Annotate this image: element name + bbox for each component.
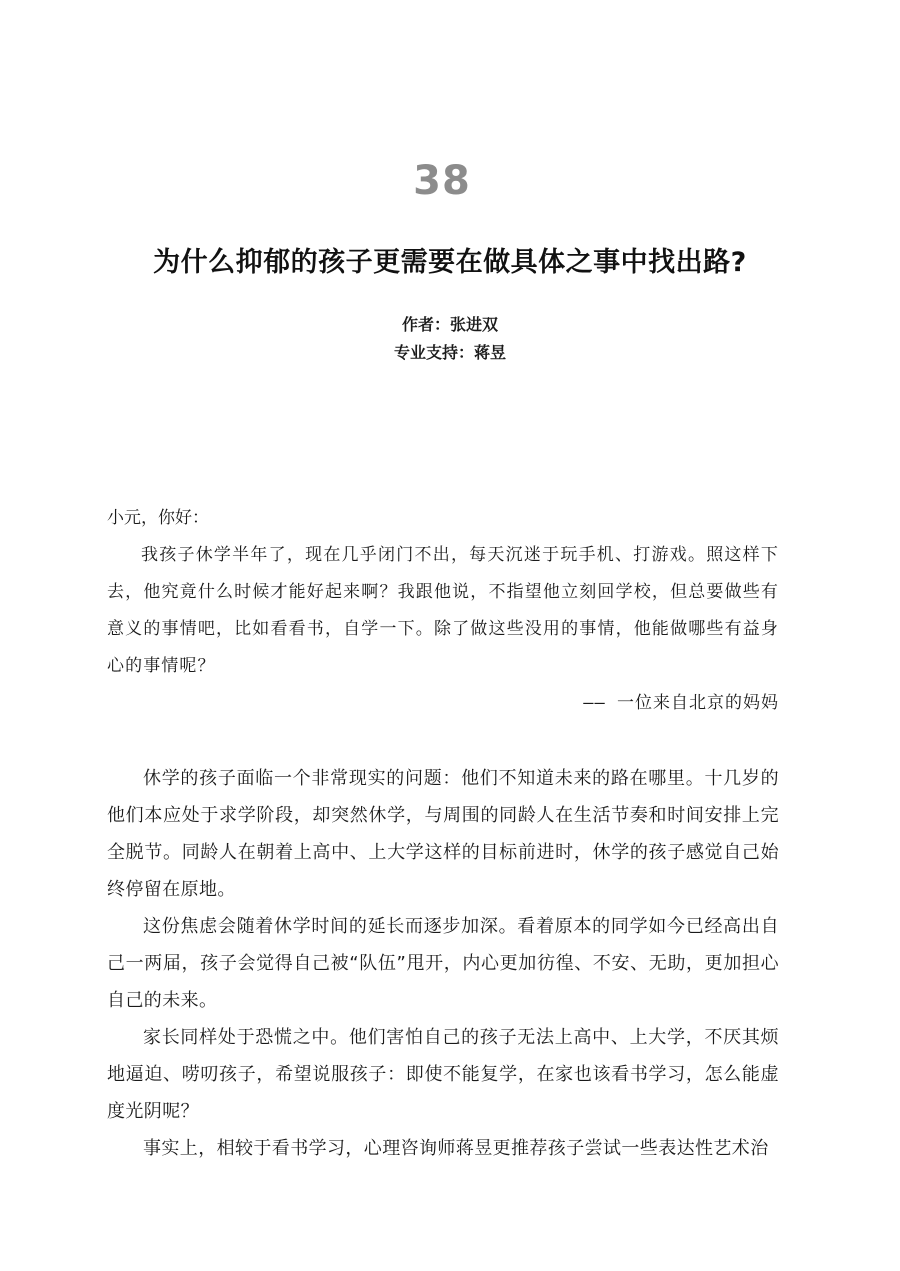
article-paragraph: 这份焦虑会随着休学时间的延长而逐步加深。看着原本的同学如今已经高出自己一两届，孩子会觉得自己被“队伍”甩开，内心更加彷徨、不安、无助，更加担心自己的未来。 [107,916,779,1011]
article-paragraph: 家长同样处于恐慌之中。他们害怕自己的孩子无法上高中、上大学，不厌其烦地逼迫、唠叨孩子，希望说服孩子：即使不能复学，在家也该看书学习，怎么能虚度光阴呢？ [107,1027,779,1122]
letter-salutation: 小元，你好： [107,508,209,528]
reader-letter [107,500,779,722]
letter-signature: —— 一位来自北京的妈妈 [583,693,779,713]
author-byline: 作者：张进双 [401,315,498,334]
letter-body: 我孩子休学半年了，现在几乎闭门不出，每天沉迷于玩手机、打游戏。照这样下去，他究竟什么时候才能好起来啊？我跟他说，不指望他立刻回学校，但总要做些有意义的事情吧，比如看看书，自学一下。除了做这些没用的事情，他能做哪些有益身心的事情呢？ [107,545,779,676]
article-paragraph: 休学的孩子面临一个非常现实的问题：他们不知道未来的路在哪里。十几岁的他们本应处于求学阶段，却突然休学，与周围的同龄人在生活节奏和时间安排上完全脱节。同龄人在朝着上高中、上大学这样的目标前进时，休学的孩子感觉自己始终停留在原地。 [107,768,779,900]
support-byline: 专业支持：蒋昱 [393,343,506,362]
article-paragraph: 事实上，相较于看书学习，心理咨询师蒋昱更推荐孩子尝试一些表达性艺术治 [143,1138,769,1159]
chapter-title: 为什么抑郁的孩子更需要在做具体之事中找出路? [153,247,747,278]
chapter-number: 38 [413,158,471,204]
article-body [107,760,779,1167]
